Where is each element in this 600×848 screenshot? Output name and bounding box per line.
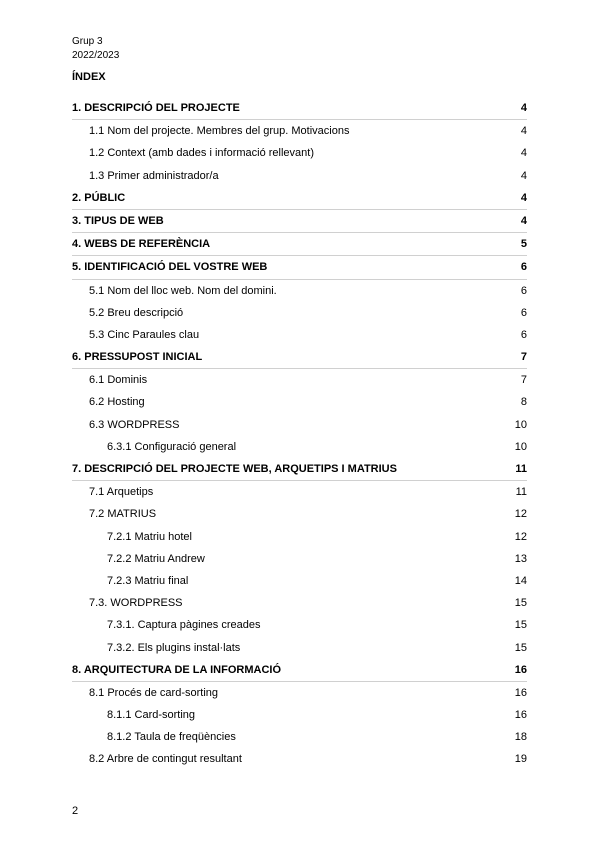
toc-entry-label: 7.3.1. Captura pàgines creades [107, 619, 261, 632]
toc-entry[interactable] [72, 280, 527, 302]
toc-entry-page: 6 [520, 284, 527, 297]
toc-entry-label: 6.2 Hosting [89, 396, 145, 409]
toc-entry-label: 8.1 Procés de card-sorting [89, 686, 219, 699]
toc-entry-page: 14 [514, 574, 527, 587]
toc-entry[interactable] [72, 436, 527, 458]
toc-entry[interactable] [72, 592, 527, 614]
toc-entry-label: 6. PRESSUPOST INICIAL [72, 351, 203, 364]
toc-entry[interactable] [72, 210, 527, 233]
toc-entry-page: 8 [520, 396, 527, 409]
toc-entry-label: 1.2 Context (amb dades i informació rellevant) [89, 147, 314, 160]
toc-entry-label: 7.1 Arquetips [89, 486, 154, 499]
toc-entry[interactable] [72, 187, 527, 210]
toc-entry-label: 7.3. WORDPRESS [89, 597, 183, 610]
toc-entry-page: 16 [514, 686, 527, 699]
toc-entry[interactable] [72, 414, 527, 436]
toc-entry-label: 3. TIPUS DE WEB [72, 214, 164, 227]
toc-entry-page: 15 [514, 597, 527, 610]
toc-entry-page: 19 [514, 753, 527, 766]
toc-entry[interactable] [72, 548, 527, 570]
toc-entry[interactable] [72, 142, 527, 164]
toc-entry-page: 16 [514, 663, 527, 676]
toc-entry-page: 15 [514, 641, 527, 654]
toc-entry-label: 8.1.1 Card-sorting [107, 709, 196, 722]
toc-entry-page: 6 [520, 328, 527, 341]
toc-entry-label: 8. ARQUITECTURA DE LA INFORMACIÓ [72, 663, 281, 676]
toc-entry-label: 7.2.3 Matriu final [107, 574, 189, 587]
toc-entry[interactable] [72, 165, 527, 187]
toc-entry-page: 18 [514, 731, 527, 744]
toc-entry-label: 5.3 Cinc Paraules clau [89, 328, 200, 341]
toc-entry-page: 7 [520, 374, 527, 387]
toc-entry-page: 4 [520, 169, 527, 182]
toc-entry-page: 4 [520, 214, 527, 227]
toc-entry-label: 8.1.2 Taula de freqüències [107, 731, 236, 744]
toc-entry-label: 7.3.2. Els plugins instal·lats [107, 641, 241, 654]
header-year: 2022/2023 [72, 50, 120, 61]
toc-entry[interactable] [72, 256, 527, 279]
toc-entry[interactable] [72, 233, 527, 256]
toc-entry-label: 1. DESCRIPCIÓ DEL PROJECTE [72, 102, 240, 114]
toc-entry-page: 6 [520, 261, 527, 274]
toc-entry[interactable] [72, 659, 527, 682]
toc-entry-label: 7.2 MATRIUS [89, 508, 157, 521]
toc-entry[interactable] [72, 369, 527, 391]
toc-entry-label: 6.3.1 Configuració general [107, 440, 237, 453]
toc-entry-page: 10 [514, 418, 527, 431]
toc-entry-label: 4. WEBS DE REFERÈNCIA [72, 238, 211, 251]
toc-entry[interactable] [72, 748, 527, 770]
toc-entry[interactable] [72, 481, 527, 503]
toc-entry[interactable] [72, 324, 527, 346]
toc-entry-page: 4 [520, 102, 527, 114]
toc-entry-page: 7 [520, 351, 527, 364]
toc-entry-page: 15 [514, 619, 527, 632]
page-number: 2 [72, 805, 79, 817]
toc-entry-page: 4 [520, 125, 527, 138]
toc-entry[interactable] [72, 97, 527, 120]
toc-entry-label: 5.2 Breu descripció [89, 306, 184, 319]
toc-entry[interactable] [72, 526, 527, 548]
toc-entry[interactable] [72, 637, 527, 659]
toc-entry[interactable] [72, 503, 527, 525]
toc-entry[interactable] [72, 302, 527, 324]
toc-entry-page: 11 [515, 486, 527, 499]
toc-entry-page: 5 [520, 238, 527, 251]
toc-entry[interactable] [72, 570, 527, 592]
table-of-contents [72, 97, 527, 771]
toc-entry-page: 4 [520, 191, 527, 204]
toc-entry-label: 2. PÚBLIC [72, 191, 126, 204]
toc-entry-label: 1.3 Primer administrador/a [89, 169, 219, 182]
toc-entry[interactable] [72, 682, 527, 704]
toc-entry[interactable] [72, 458, 527, 481]
toc-entry-page: 13 [514, 552, 527, 565]
header-group: Grup 3 [72, 36, 103, 47]
toc-entry-page: 12 [514, 530, 527, 543]
toc-entry[interactable] [72, 391, 527, 413]
toc-entry-page: 11 [515, 463, 527, 475]
toc-entry-label: 6.3 WORDPRESS [89, 418, 180, 431]
toc-entry-page: 4 [520, 147, 527, 160]
toc-entry-label: 5. IDENTIFICACIÓ DEL VOSTRE WEB [72, 261, 268, 274]
toc-entry-label: 5.1 Nom del lloc web. Nom del domini. [89, 284, 277, 297]
toc-entry-label: 7.2.2 Matriu Andrew [107, 552, 205, 565]
toc-entry[interactable] [72, 346, 527, 369]
toc-entry-label: 7.2.1 Matriu hotel [107, 530, 192, 543]
toc-entry-label: 1.1 Nom del projecte. Membres del grup. Motivacions [89, 125, 350, 138]
toc-entry[interactable] [72, 704, 527, 726]
toc-entry[interactable] [72, 120, 527, 142]
toc-entry-label: 7. DESCRIPCIÓ DEL PROJECTE WEB, ARQUETIPS I MATRIUS [72, 463, 397, 475]
index-title: ÍNDEX [72, 71, 106, 83]
toc-entry-page: 6 [520, 306, 527, 319]
toc-entry[interactable] [72, 726, 527, 748]
toc-entry-label: 8.2 Arbre de contingut resultant [89, 753, 242, 766]
toc-entry-label: 6.1 Dominis [89, 374, 148, 387]
toc-entry-page: 12 [514, 508, 527, 521]
toc-entry-page: 16 [514, 709, 527, 722]
toc-entry[interactable] [72, 614, 527, 636]
toc-entry-page: 10 [514, 440, 527, 453]
